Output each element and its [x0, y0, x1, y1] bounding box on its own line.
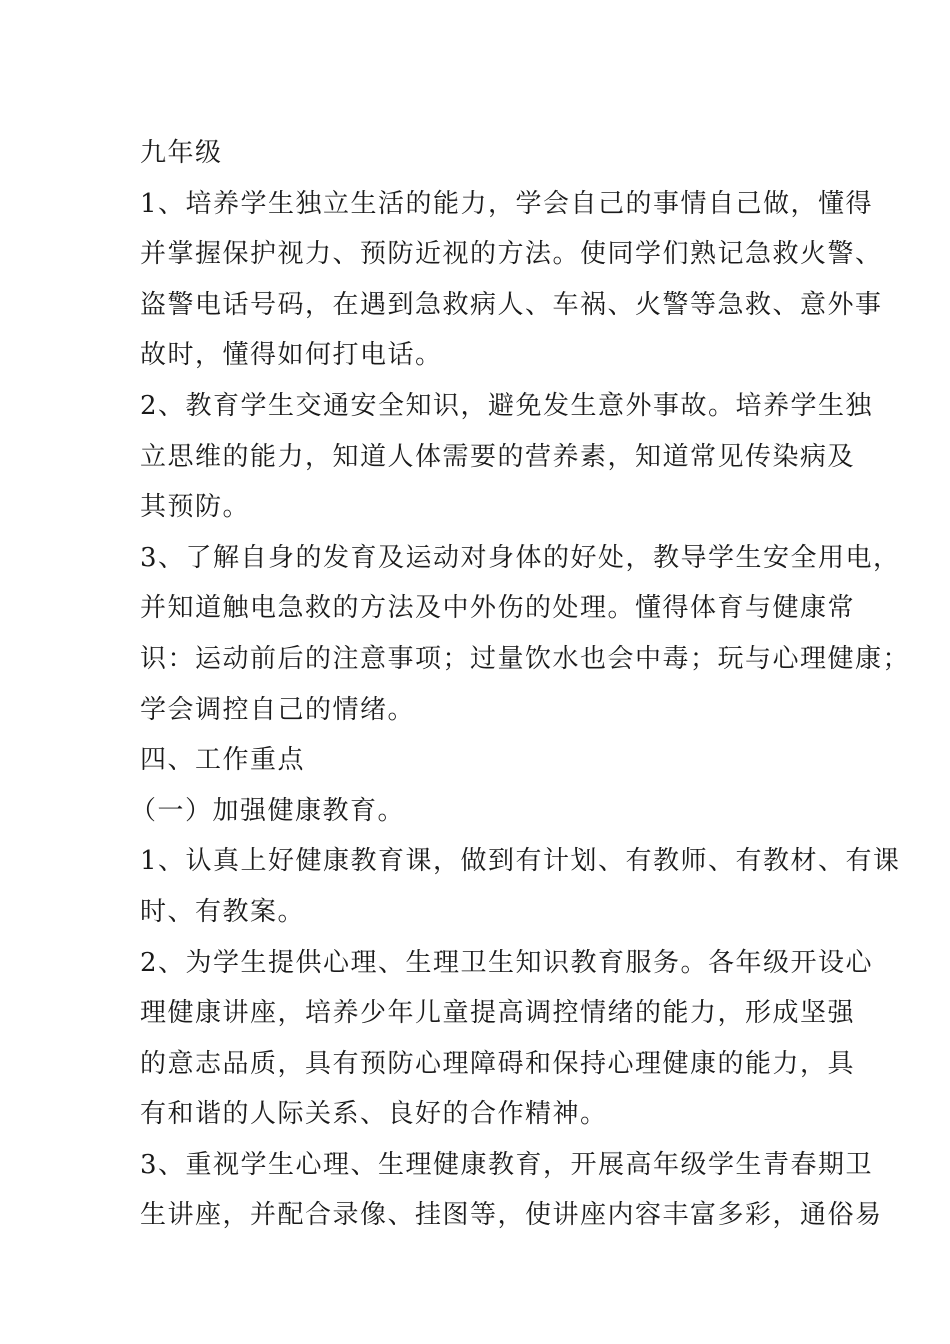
text-line: 的意志品质，具有预防心理障碍和保持心理健康的能力，具: [140, 1048, 856, 1079]
subsection-heading: （一）加强健康教育。: [130, 795, 406, 826]
text-line: 生讲座，并配合录像、挂图等，使讲座内容丰富多彩，通俗易: [140, 1200, 883, 1231]
text-line: 识：运动前后的注意事项；过量饮水也会中毒；玩与心理健康；: [140, 643, 911, 674]
text-line: 2、教育学生交通安全知识，避免发生意外事故。培养学生独: [140, 390, 874, 421]
text-line: 2、为学生提供心理、生理卫生知识教育服务。各年级开设心: [140, 947, 874, 978]
text-line: 时、有教案。: [140, 896, 306, 927]
text-line: 立思维的能力，知道人体需要的营养素，知道常见传染病及: [140, 441, 856, 472]
text-line: 学会调控自己的情绪。: [140, 694, 416, 725]
text-line: 九年级: [140, 138, 223, 168]
text-line: 有和谐的人际关系、良好的合作精神。: [140, 1099, 608, 1130]
section-heading: 四、工作重点: [140, 745, 306, 776]
text-line: 其预防。: [140, 492, 251, 523]
text-line: 3、重视学生心理、生理健康教育，开展高年级学生青春期卫: [140, 1149, 874, 1180]
text-line: 盗警电话号码，在遇到急救病人、车祸、火警等急救、意外事: [140, 289, 883, 320]
text-line: 并知道触电急救的方法及中外伤的处理。懂得体育与健康常: [140, 593, 856, 624]
text-line: 1、认真上好健康教育课，做到有计划、有教师、有教材、有课: [140, 846, 901, 877]
text-line: 理健康讲座，培养少年儿童提高调控情绪的能力，形成坚强: [140, 998, 856, 1029]
text-line: 故时，懂得如何打电话。: [140, 340, 443, 371]
text-line: 并掌握保护视力、预防近视的方法。使同学们熟记急救火警、: [140, 239, 883, 270]
document-body: [130, 128, 911, 1241]
text-line: 1、培养学生独立生活的能力，学会自己的事情自己做，懂得: [140, 188, 874, 219]
text-line: 3、了解自身的发育及运动对身体的好处，教导学生安全用电，: [140, 542, 901, 573]
